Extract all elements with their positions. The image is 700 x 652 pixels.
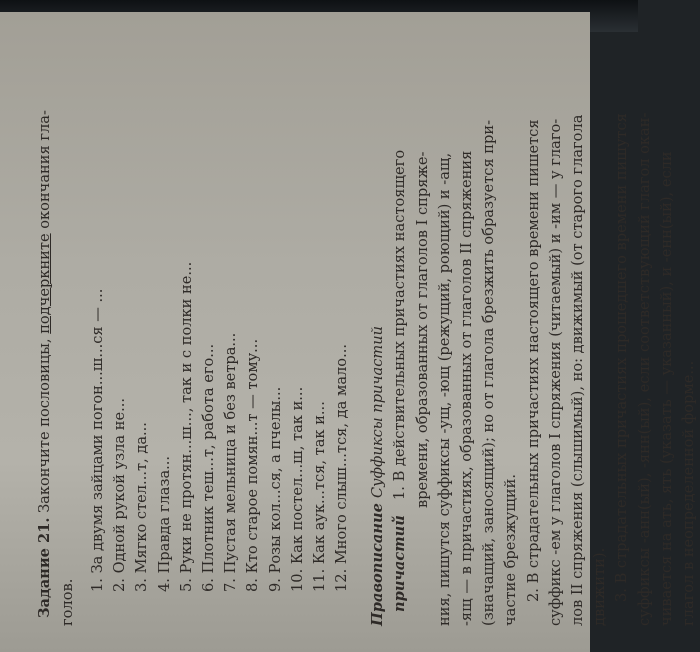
proverb-item: 6. Плотник теш...т, работа его... xyxy=(200,343,218,592)
rule1-line1: 1. В действительных причастиях настоящего xyxy=(391,149,409,500)
task-number: Задание 21. xyxy=(36,517,53,618)
rule2-line: лов II спряжения (слышимый), но: движимый (от старого глагола xyxy=(569,114,587,626)
rule1-cont-line: частие брезжущий. xyxy=(502,474,520,626)
proverb-item: 10. Как постел...ш, так и... xyxy=(288,386,306,592)
proverb-item: 5. Руки не протян...ш..., так и с полки не... xyxy=(177,261,195,592)
rule1-line2: времени, образованных от глаголов I спряже- xyxy=(413,151,431,508)
rule3-line: глагол в неопределенной форме... xyxy=(680,360,698,626)
rule3-line: суффиксы -анн(ый), -янн(ый), если соответствующий глагол окан- xyxy=(635,112,653,626)
rule2-line: движити). xyxy=(591,547,609,626)
spelling-section xyxy=(367,26,700,626)
section-label-line1: Правописание xyxy=(369,503,387,626)
book-page xyxy=(0,12,698,652)
task-instruction-tail: голов. xyxy=(58,578,76,626)
rule3-line: 3. В страдательных причастиях прошедшего времени пишутся xyxy=(613,113,631,602)
proverb-list xyxy=(87,26,353,626)
rule2-line: суффикс -ем у глаголов I спряжения (читаемый) и -им — у глаго- xyxy=(546,118,564,626)
page-content xyxy=(34,26,700,626)
section-label-line2: причастий xyxy=(391,515,409,612)
proverb-item: 4. Правда глаза... xyxy=(155,455,173,592)
proverb-item: 12. Много слыш...тся, да мало... xyxy=(333,343,351,592)
proverb-item: 2. Одной рукой узла не... xyxy=(111,397,129,592)
proverb-item: 8. Кто старое помян...т — тому... xyxy=(244,338,262,592)
proverb-item: 1. За двумя зайцами погон...ш...ся — ... xyxy=(89,288,106,592)
task-instruction: Закончите пословицы, подчеркните окончания гла- xyxy=(36,110,53,513)
rule3-line: чивается на ать, ять (указать — указанный), и -енн(ый), если xyxy=(657,151,675,626)
rule1-cont-line: (значащий, заносящий); но от глагола брезжить образуется при- xyxy=(480,119,498,626)
rule2-line: 2. В страдательных причастиях настоящего времени пишется xyxy=(524,119,542,602)
rule1-cont-line: ния, пишутся суффиксы -ущ, -ющ (режущий, роющий) и -ащ, xyxy=(435,152,453,626)
underlined-word: подчеркните xyxy=(36,233,53,334)
section-subtitle: Суффиксы причастий xyxy=(369,325,387,498)
proverb-item: 9. Розы кол...ся, а пчелы... xyxy=(266,386,284,592)
proverb-item: 3. Мягко стел...т, да... xyxy=(133,422,151,592)
proverb-item: 7. Пустая мельница и без ветра... xyxy=(222,332,240,592)
proverb-item: 11. Как аук...тся, так и... xyxy=(311,401,329,592)
rule1-cont-line: -ящ — в причастиях, образованных от глаголов II спряжения xyxy=(458,150,476,626)
task-heading xyxy=(34,26,57,626)
